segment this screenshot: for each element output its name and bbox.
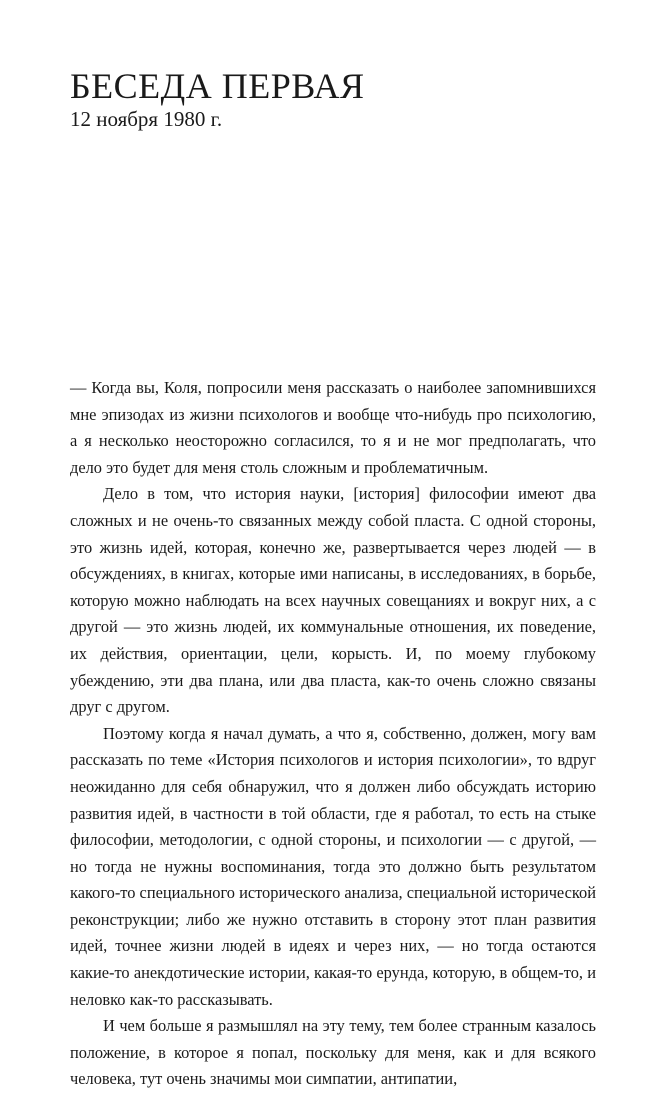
paragraph-1: — Когда вы, Коля, попросили меня рассказать о наиболее запомнившихся мне эпизодах из жизни психологов и вообще что-нибудь про психологию, а я несколько неосторожно согласился, то я и не мог предполагать, что дело это будет для меня столь сложным и проблематичным. bbox=[70, 378, 596, 477]
body-text bbox=[70, 375, 596, 1093]
chapter-date: 12 ноября 1980 г. bbox=[70, 107, 223, 131]
paragraph-2: Дело в том, что история науки, [история] философии имеют два сложных и не очень-то связанных между собой пласта. С одной стороны, это жизнь идей, которая, конечно же, развертывается через людей — в обсуждениях, в книгах, которые ими написаны, в исследованиях, в борьбе, которую можно наблюдать на всех научных совещаниях и вокруг них, а с другой — это жизнь людей, их коммунальные отношения, их поведение, их действия, ориентации, цели, корысть. И, по моему глубокому убеждению, эти два плана, или два пласта, как-то очень сложно связаны друг с другом. bbox=[70, 484, 596, 717]
paragraph-3: Поэтому когда я начал думать, а что я, собственно, должен, могу вам рассказать по теме «История психологов и история психологии», то вдруг неожиданно для себя обнаружил, что я должен либо обсуждать историю развития идей, в частности в той области, где я работал, то есть на стыке философии, методологии, с одной стороны, и психологии — с другой, — но тогда не нужны воспоминания, тогда это должно быть результатом какого-то специального исторического анализа, специальной исторической реконструкции; либо же нужно отставить в сторону этот план развития идей, точнее жизни людей в идеях и через них, — но тогда остаются какие-то анекдотические истории, какая-то ерунда, которую, в общем-то, и неловко как-то рассказывать. bbox=[70, 723, 596, 1009]
paragraph-4: И чем больше я размышлял на эту тему, тем более странным казалось положение, в которое я попал, поскольку для меня, как и для всякого человека, тут очень значимы мои симпатии, антипатии, bbox=[70, 1016, 596, 1089]
chapter-header bbox=[70, 66, 590, 132]
chapter-title: БЕСЕДА ПЕРВАЯ bbox=[70, 66, 365, 106]
